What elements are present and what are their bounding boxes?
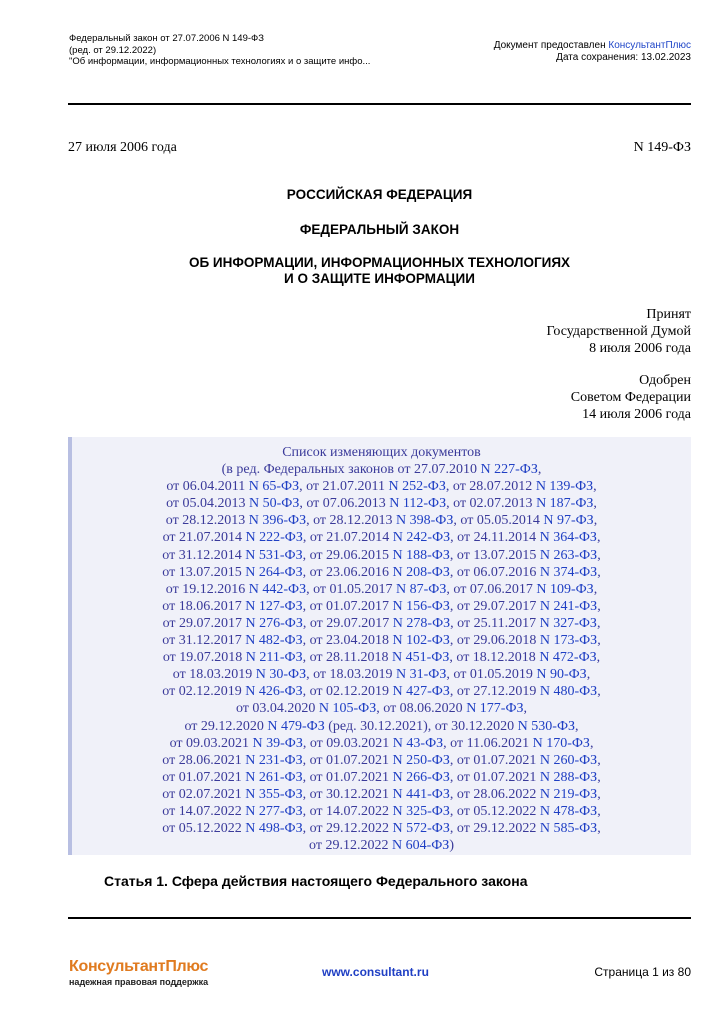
amendment-line <box>72 786 691 803</box>
amendment-line <box>72 615 691 632</box>
amendment-law-link[interactable]: N 442-ФЗ <box>248 581 307 597</box>
amendment-line <box>72 529 691 546</box>
amendment-law-link[interactable]: N 173-ФЗ <box>539 633 598 649</box>
amendment-line <box>72 683 691 700</box>
amendment-text: от 29.12.2020 <box>184 718 268 734</box>
amendment-text: от 21.07.2014 <box>162 530 246 546</box>
amendment-line <box>72 564 691 581</box>
amendment-law-link[interactable]: N 480-ФЗ <box>539 684 598 700</box>
amendment-law-link[interactable]: N 355-ФЗ <box>245 786 303 802</box>
amendment-line <box>72 649 691 666</box>
amendment-text: , <box>597 803 601 819</box>
law-title-line-1: ОБ ИНФОРМАЦИИ, ИНФОРМАЦИОННЫХ ТЕХНОЛОГИЯХ <box>188 255 571 270</box>
amendment-text: от 19.12.2016 <box>165 581 249 597</box>
amendment-law-link[interactable]: N 277-ФЗ <box>245 803 303 819</box>
amendment-text: , <box>537 462 542 478</box>
amendment-law-link[interactable]: N 102-ФЗ <box>392 633 450 649</box>
amendment-text: , от 13.07.2015 <box>449 547 540 563</box>
amendment-line <box>72 512 691 529</box>
amendment-text: , от 25.11.2017 <box>450 615 540 631</box>
provided-by <box>494 40 691 52</box>
amendment-line <box>72 478 691 495</box>
adopted-block <box>547 306 691 357</box>
amendment-text: , от 01.07.2017 <box>302 598 393 614</box>
adopted-line-1: Принят <box>646 307 691 322</box>
amendment-text: от 18.06.2017 <box>162 598 246 614</box>
footer-divider <box>68 917 691 919</box>
amendment-law-link[interactable]: N 472-ФЗ <box>539 650 597 666</box>
amendment-law-link[interactable]: N 170-ФЗ <box>532 735 590 751</box>
amendment-text: от 05.12.2022 <box>162 821 246 837</box>
amendment-law-link[interactable]: N 231-ФЗ <box>245 752 303 768</box>
amendment-text: , от 23.04.2018 <box>302 633 393 649</box>
amendment-law-link[interactable]: N 396-ФЗ <box>248 513 307 529</box>
amendment-law-link[interactable]: N 222-ФЗ <box>245 530 303 546</box>
amendment-text: , от 01.07.2021 <box>449 752 540 768</box>
amendment-law-link[interactable]: N 112-ФЗ <box>389 496 447 512</box>
amendment-text: , от 29.07.2017 <box>302 615 393 631</box>
amendment-line <box>72 581 691 598</box>
header-doc-info <box>69 33 399 68</box>
amendment-law-link[interactable]: N 451-ФЗ <box>392 650 450 666</box>
amendment-law-link[interactable]: N 30-ФЗ <box>255 667 307 683</box>
amendment-law-link[interactable]: N 31-ФЗ <box>396 667 447 683</box>
amendment-text: (в ред. Федеральных законов от 27.07.2010 <box>221 462 481 478</box>
amendment-line <box>72 718 691 735</box>
amendment-line <box>72 598 691 615</box>
amendment-law-link[interactable]: N 288-ФЗ <box>539 769 598 785</box>
law-type-text: ФЕДЕРАЛЬНЫЙ ЗАКОН <box>299 222 460 237</box>
country-text: РОССИЙСКАЯ ФЕДЕРАЦИЯ <box>286 187 473 202</box>
amendment-text: , от 06.07.2016 <box>449 564 540 580</box>
amendment-text: , <box>597 564 601 580</box>
amendment-text: , от 01.05.2017 <box>306 581 397 597</box>
amendment-law-link[interactable]: N 398-ФЗ <box>396 513 454 529</box>
amendment-text: от 14.07.2022 <box>162 803 246 819</box>
amendment-text: , от 05.12.2022 <box>449 803 540 819</box>
amendment-text: , от 09.03.2021 <box>302 735 393 751</box>
saved-date: Дата сохранения: 13.02.2023 <box>556 52 691 63</box>
amendment-text: от 29.07.2017 <box>162 615 246 631</box>
amendment-text: , от 14.07.2022 <box>302 803 393 819</box>
amendment-text: от 31.12.2017 <box>162 633 246 649</box>
amendment-law-link[interactable]: N 482-ФЗ <box>245 633 303 649</box>
amendment-law-link[interactable]: N 250-ФЗ <box>392 752 450 768</box>
header-line-3: "Об информации, информационных технологиях и о защите инфо... <box>69 56 371 67</box>
amendment-text: , <box>597 769 601 785</box>
amendment-text: , <box>597 547 601 563</box>
amendment-text: , <box>596 650 601 666</box>
amendment-text: , от 07.06.2013 <box>299 496 390 512</box>
amendments-heading: Список изменяющих документов <box>282 445 481 460</box>
amendment-text: , <box>597 633 601 649</box>
approved-line-1: Одобрен <box>639 373 691 388</box>
header-provided-info <box>494 40 691 64</box>
amendment-text: , от 29.12.2022 <box>449 821 540 837</box>
amendment-text: , от 24.11.2014 <box>450 530 540 546</box>
amendment-text: , от 01.07.2021 <box>302 752 393 768</box>
amendment-law-link[interactable]: N 211-ФЗ <box>245 650 303 666</box>
amendment-text: , <box>589 735 594 751</box>
amendment-law-link[interactable]: N 260-ФЗ <box>539 752 598 768</box>
amendment-law-link[interactable]: N 427-ФЗ <box>392 684 450 700</box>
amendment-text: , от 18.03.2019 <box>306 667 397 683</box>
amendment-text: , <box>523 701 528 717</box>
amendment-law-link[interactable]: N 374-ФЗ <box>539 564 598 580</box>
footer-url-link[interactable]: www.consultant.ru <box>322 965 429 979</box>
footer-page-number: Страница 1 из 80 <box>594 965 691 979</box>
amendment-text: , <box>597 752 601 768</box>
amendment-law-link[interactable]: N 252-ФЗ <box>388 479 446 495</box>
amendment-text: , от 29.06.2018 <box>449 633 540 649</box>
amendment-text: , от 23.06.2016 <box>302 564 393 580</box>
doc-date: 27 июля 2006 года <box>68 140 177 155</box>
amendment-law-link[interactable]: N 227-ФЗ <box>480 462 538 478</box>
amendment-law-link[interactable]: N 325-ФЗ <box>392 803 450 819</box>
amendment-law-link[interactable]: N 109-ФЗ <box>536 581 594 597</box>
amendment-law-link[interactable]: N 97-ФЗ <box>543 513 594 529</box>
amendment-line <box>72 803 691 820</box>
amendment-law-link[interactable]: N 531-ФЗ <box>245 547 303 563</box>
amendments-box <box>68 437 691 855</box>
amendment-line <box>72 752 691 769</box>
amendment-text: , от 30.12.2021 <box>302 786 393 802</box>
amendment-law-link[interactable]: N 604-ФЗ <box>391 838 450 854</box>
amendments-lines <box>72 461 691 854</box>
approved-block <box>571 372 691 423</box>
amendment-text: от 19.07.2018 <box>162 650 246 666</box>
amendment-text: от 02.12.2019 <box>162 684 246 700</box>
amendment-text: , от 29.07.2017 <box>449 598 540 614</box>
amendment-text: от 09.03.2021 <box>169 735 253 751</box>
amendment-text: , от 02.07.2013 <box>446 496 537 512</box>
amendment-text: , <box>597 598 601 614</box>
amendment-law-link[interactable]: N 177-ФЗ <box>466 701 524 717</box>
amendment-text: , от 08.06.2020 <box>376 701 467 717</box>
header-line-2: (ред. от 29.12.2022) <box>69 44 157 56</box>
footer-brand: КонсультантПлюс <box>69 958 209 975</box>
amendment-line <box>72 666 691 683</box>
amendment-text: от 18.03.2019 <box>172 667 256 683</box>
amendment-text: , от 02.12.2019 <box>302 684 393 700</box>
amendment-text: от 05.04.2013 <box>166 496 249 512</box>
amendment-law-link[interactable]: N 219-ФЗ <box>539 786 598 802</box>
amendment-law-link[interactable]: N 572-ФЗ <box>392 821 450 837</box>
amendment-text: от 06.04.2011 <box>166 479 249 495</box>
amendment-law-link[interactable]: N 65-ФЗ <box>248 479 300 495</box>
amendment-law-link[interactable]: N 261-ФЗ <box>245 769 303 785</box>
amendment-line <box>72 632 691 649</box>
footer-tagline: надежная правовая поддержка <box>69 977 209 987</box>
amendment-text: от 03.04.2020 <box>235 701 319 717</box>
provided-prefix: Документ предоставлен <box>493 40 609 51</box>
approved-line-3: 14 июля 2006 года <box>582 407 691 422</box>
amendment-text: , от 29.12.2022 <box>302 821 393 837</box>
amendment-text: , от 05.05.2014 <box>453 513 544 529</box>
amendment-law-link[interactable]: N 364-ФЗ <box>539 530 597 546</box>
amendment-text: , <box>597 684 601 700</box>
amendment-text: , от 28.06.2022 <box>449 786 540 802</box>
law-title-line-2: И О ЗАЩИТЕ ИНФОРМАЦИИ <box>284 271 475 286</box>
amendment-text: от 01.07.2021 <box>162 769 246 785</box>
amendment-law-link[interactable]: N 156-ФЗ <box>392 598 450 614</box>
amendment-text: от 29.12.2022 <box>309 838 392 854</box>
amendment-text: , <box>597 786 601 802</box>
adopted-line-3: 8 июля 2006 года <box>589 341 691 356</box>
header-divider <box>68 103 691 105</box>
amendment-law-link[interactable]: N 139-ФЗ <box>535 479 594 495</box>
amendment-text: , <box>593 496 597 512</box>
amendment-law-link[interactable]: N 208-ФЗ <box>392 564 450 580</box>
law-title <box>68 255 691 287</box>
amendment-text: от 28.12.2013 <box>165 513 249 529</box>
amendment-law-link[interactable]: N 441-ФЗ <box>392 786 450 802</box>
amendment-line <box>72 769 691 786</box>
amendment-text: , от 29.06.2015 <box>302 547 393 563</box>
amendment-law-link[interactable]: N 327-ФЗ <box>539 615 597 631</box>
amendment-text: , <box>593 479 597 495</box>
amendment-law-link[interactable]: N 530-ФЗ <box>517 718 576 734</box>
amendment-text: , от 11.06.2021 <box>443 735 533 751</box>
amendment-law-link[interactable]: N 242-ФЗ <box>392 530 451 546</box>
law-type-heading <box>68 222 691 238</box>
amendment-law-link[interactable]: N 263-ФЗ <box>539 547 598 563</box>
amendment-text: , <box>593 581 598 597</box>
country-heading <box>68 187 691 203</box>
amendment-text: , от 28.12.2013 <box>306 513 397 529</box>
amendment-law-link[interactable]: N 278-ФЗ <box>392 615 451 631</box>
amendment-text: от 31.12.2014 <box>162 547 246 563</box>
header-line-1: Федеральный закон от 27.07.2006 N 149-ФЗ <box>69 33 265 44</box>
amendment-text: , от 21.07.2014 <box>302 530 393 546</box>
amendment-law-link[interactable]: N 90-ФЗ <box>536 667 587 683</box>
amendment-line <box>72 547 691 564</box>
amendment-text: , от 18.12.2018 <box>449 650 540 666</box>
amendment-law-link[interactable]: N 188-ФЗ <box>392 547 450 563</box>
amendment-law-link[interactable]: N 187-ФЗ <box>536 496 594 512</box>
approved-line-2: Советом Федерации <box>570 390 691 405</box>
amendment-text: , <box>596 530 601 546</box>
amendments-text <box>72 444 691 854</box>
amendment-line <box>72 837 691 854</box>
amendment-law-link[interactable]: N 43-ФЗ <box>392 735 444 751</box>
amendment-law-link[interactable]: N 498-ФЗ <box>245 821 303 837</box>
amendment-text: , от 27.12.2019 <box>449 684 540 700</box>
amendment-law-link[interactable]: N 39-ФЗ <box>252 735 303 751</box>
amendment-text: , от 21.07.2011 <box>299 479 389 495</box>
amendment-law-link[interactable]: N 87-ФЗ <box>396 581 447 597</box>
amendment-text: , от 01.07.2021 <box>302 769 393 785</box>
amendment-law-link[interactable]: N 479-ФЗ <box>267 718 325 734</box>
amendment-law-link[interactable]: N 264-ФЗ <box>245 564 303 580</box>
amendment-law-link[interactable]: N 478-ФЗ <box>539 803 598 819</box>
amendment-text: , от 01.07.2021 <box>449 769 540 785</box>
doc-number: N 149-ФЗ <box>633 140 691 155</box>
amendment-line <box>72 700 691 717</box>
amendment-text: , от 28.11.2018 <box>302 650 393 666</box>
amendment-law-link[interactable]: N 276-ФЗ <box>245 615 303 631</box>
amendment-text: , от 01.05.2019 <box>446 667 537 683</box>
amendment-line <box>72 820 691 837</box>
amendment-text: , <box>597 821 601 837</box>
amendment-law-link[interactable]: N 50-ФЗ <box>249 496 300 512</box>
amendment-text: , <box>596 615 601 631</box>
amendment-text: , от 28.07.2012 <box>445 479 536 495</box>
amendment-line <box>72 735 691 752</box>
amendment-law-link[interactable]: N 426-ФЗ <box>245 684 303 700</box>
amendment-text: от 13.07.2015 <box>162 564 246 580</box>
adopted-line-2: Государственной Думой <box>546 324 691 339</box>
amendment-line <box>72 495 691 512</box>
amendment-law-link[interactable]: N 127-ФЗ <box>245 598 303 614</box>
footer-logo <box>69 958 208 987</box>
amendment-law-link[interactable]: N 266-ФЗ <box>392 769 450 785</box>
amendment-law-link[interactable]: N 105-ФЗ <box>318 701 377 717</box>
amendment-text: от 02.07.2021 <box>162 786 246 802</box>
amendment-text: (ред. 30.12.2021), от 30.12.2020 <box>324 718 518 734</box>
provider-brand-link[interactable]: КонсультантПлюс <box>608 40 691 51</box>
amendment-text: , <box>575 718 579 734</box>
amendment-text: ) <box>449 838 454 854</box>
amendment-law-link[interactable]: N 585-ФЗ <box>539 821 598 837</box>
amendment-text: , от 07.06.2017 <box>446 581 537 597</box>
amendment-text: от 28.06.2021 <box>162 752 246 768</box>
amendment-text: , <box>586 667 591 683</box>
amendment-text: , <box>593 513 598 529</box>
amendment-law-link[interactable]: N 241-ФЗ <box>539 598 598 614</box>
article-1-heading: Статья 1. Сфера действия настоящего Федерального закона <box>104 873 528 889</box>
amendment-line <box>72 461 691 478</box>
